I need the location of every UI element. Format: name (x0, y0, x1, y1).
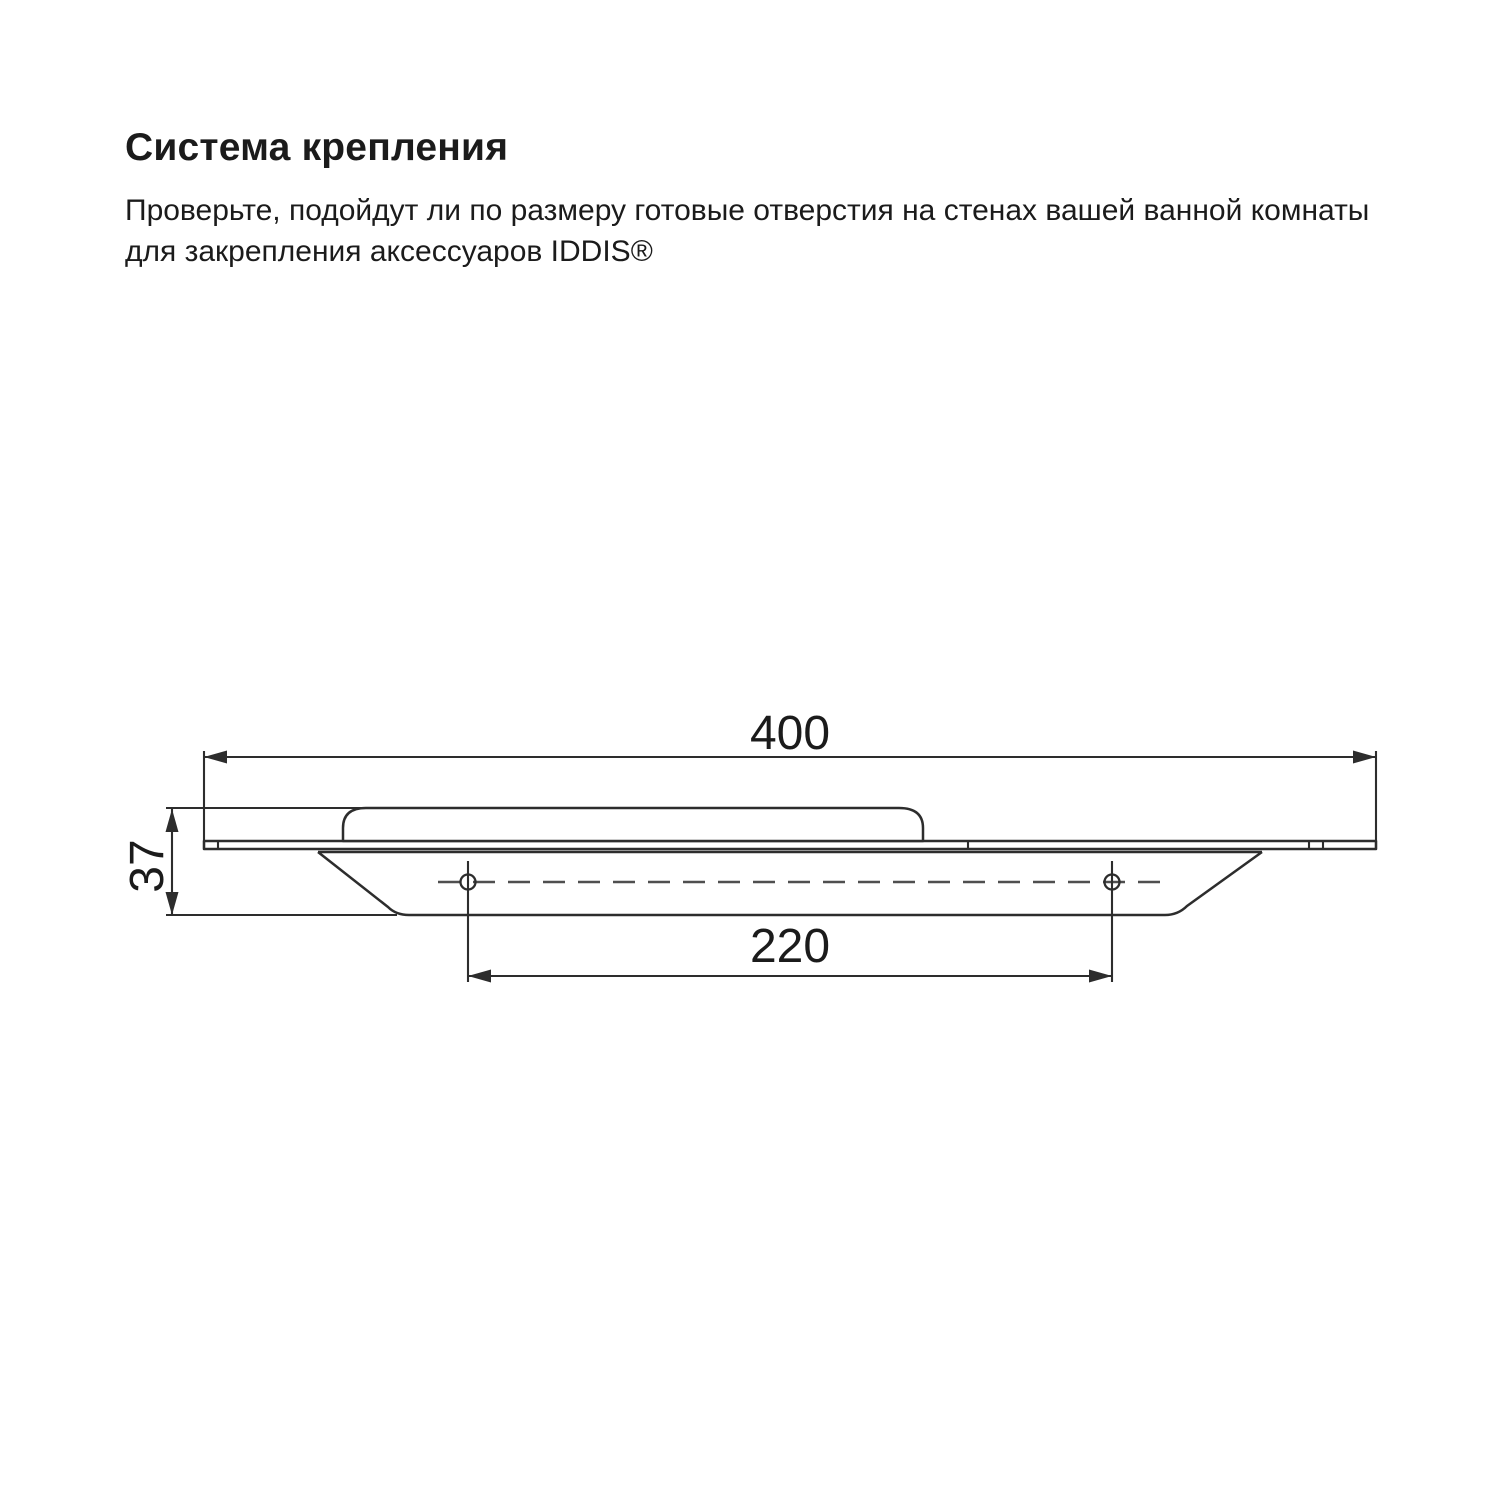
dim37-arrow-bottom (166, 892, 179, 915)
dim400-arrow-right (1353, 751, 1376, 764)
page-title: Система крепления (125, 126, 509, 169)
dim400-label: 400 (749, 707, 831, 760)
dim400-arrow-left (204, 751, 227, 764)
intro-line-1: Проверьте, подойдут ли по размеру готовые отверстия на стенах вашей ванной комнаты (125, 194, 1370, 227)
holder-cap-profile (343, 808, 923, 841)
intro-line-2: для закрепления аксессуаров IDDIS® (125, 235, 653, 268)
dim220-arrow-right (1089, 970, 1112, 983)
dimension-hole-spacing (468, 920, 1112, 983)
dim220-arrow-left (468, 970, 491, 983)
dim37-arrow-top (166, 809, 179, 832)
dim37-label: 37 (121, 839, 174, 893)
dim220-label: 220 (749, 920, 831, 973)
shelf-profile (204, 808, 1376, 915)
